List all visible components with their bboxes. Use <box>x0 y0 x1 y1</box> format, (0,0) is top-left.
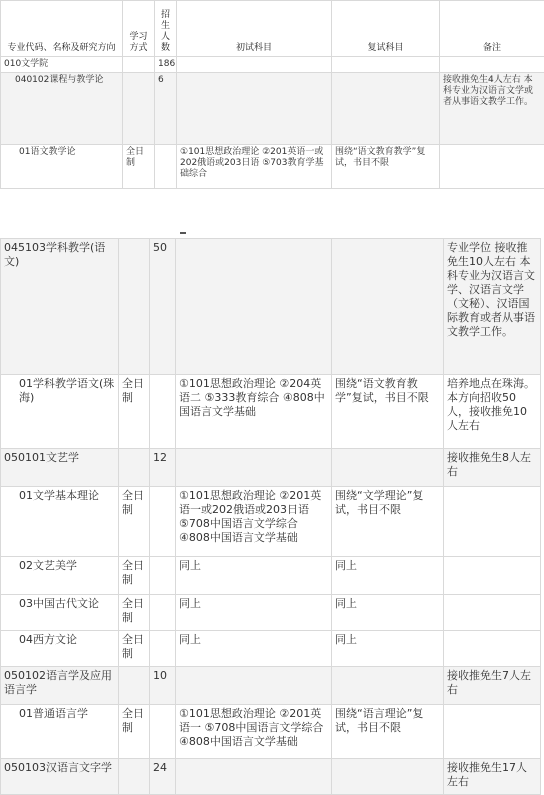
code-name-cell: 01文学基本理论 <box>1 487 119 557</box>
mode-cell <box>119 239 150 375</box>
initial-cell <box>176 449 332 487</box>
initial-cell <box>177 57 332 73</box>
quota-cell <box>150 595 176 631</box>
quota-cell: 186 <box>155 57 177 73</box>
table-row <box>1 57 544 73</box>
code-name-cell: 02文艺美学 <box>1 557 119 595</box>
retest-cell: 同上 <box>332 631 444 667</box>
retest-cell <box>332 759 444 795</box>
table-row <box>1 759 541 795</box>
note-cell: 培养地点在珠海。本方向招收50人，接收推免10人左右 <box>444 375 541 449</box>
mode-cell <box>119 667 150 705</box>
initial-cell: ①101思想政治理论 ②201英语一或202俄语或203日语 ⑤708中国语言文学综合 ④808中国语言文学基础 <box>176 487 332 557</box>
quota-cell: 50 <box>150 239 176 375</box>
note-cell: 接收推免生4人左右 本科专业为汉语言文学或者从事语文教学工作。 <box>440 73 544 145</box>
quota-cell <box>150 631 176 667</box>
code-name-cell: 04西方文论 <box>1 631 119 667</box>
retest-cell: 围绕“文学理论”复试，书目不限 <box>332 487 444 557</box>
note-cell <box>444 487 541 557</box>
note-cell: 接收推免生8人左右 <box>444 449 541 487</box>
initial-cell: ①101思想政治理论 ②201英语一 ⑤708中国语言文学综合 ④808中国语言文学基础 <box>176 705 332 759</box>
code-name-cell: 01普通语言学 <box>1 705 119 759</box>
header-retest: 复试科目 <box>332 1 440 57</box>
note-cell <box>444 557 541 595</box>
initial-cell <box>176 239 332 375</box>
table-row <box>1 557 541 595</box>
note-cell <box>444 595 541 631</box>
quota-cell <box>150 557 176 595</box>
quota-cell <box>150 375 176 449</box>
note-cell: 接收推免生7人左右 <box>444 667 541 705</box>
code-name-cell: 010文学院 <box>1 57 123 73</box>
table-row <box>1 239 541 375</box>
mode-cell: 全日制 <box>119 375 150 449</box>
header-initial: 初试科目 <box>177 1 332 57</box>
header-row <box>1 1 544 57</box>
header-note: 备注 <box>440 1 544 57</box>
code-name-cell: 045103学科教学(语文) <box>1 239 119 375</box>
retest-cell <box>332 667 444 705</box>
quota-cell <box>155 145 177 189</box>
initial-cell: 同上 <box>176 595 332 631</box>
initial-cell: 同上 <box>176 631 332 667</box>
initial-cell <box>176 667 332 705</box>
retest-cell: 同上 <box>332 557 444 595</box>
note-cell: 专业学位 接收推免生10人左右 本科专业为汉语言文学、汉语言文学（文秘）、汉语国际教育或者从事语文教学工作。 <box>444 239 541 375</box>
code-name-cell: 050102语言学及应用语言学 <box>1 667 119 705</box>
quota-cell: 12 <box>150 449 176 487</box>
header-code-name: 专业代码、名称及研究方向 <box>1 1 123 57</box>
header-mode: 学习方式 <box>123 1 155 57</box>
retest-cell <box>332 73 440 145</box>
note-cell: 接收推免生17人左右 <box>444 759 541 795</box>
initial-cell: ①101思想政治理论 ②204英语二 ⑤333教育综合 ④808中国语言文学基础 <box>176 375 332 449</box>
note-cell <box>444 631 541 667</box>
code-name-cell: 01语文教学论 <box>1 145 123 189</box>
table-row <box>1 375 541 449</box>
initial-cell: ①101思想政治理论 ②201英语一或202俄语或203日语 ⑤703教育学基础综合 <box>177 145 332 189</box>
initial-cell <box>176 759 332 795</box>
mode-cell: 全日制 <box>119 631 150 667</box>
retest-cell: 围绕“语言理论”复试，书目不限 <box>332 705 444 759</box>
mode-cell: 全日制 <box>119 557 150 595</box>
table-row <box>1 631 541 667</box>
quota-cell: 10 <box>150 667 176 705</box>
code-name-cell: 01学科教学语文(珠海) <box>1 375 119 449</box>
note-cell <box>444 705 541 759</box>
mode-cell <box>123 57 155 73</box>
table-row <box>1 705 541 759</box>
header-quota: 招生人数 <box>155 1 177 57</box>
dash-mark <box>180 232 186 234</box>
initial-cell: 同上 <box>176 557 332 595</box>
mode-cell: 全日制 <box>123 145 155 189</box>
table-row <box>1 595 541 631</box>
code-name-cell: 050101文艺学 <box>1 449 119 487</box>
table-row <box>1 73 544 145</box>
mode-cell: 全日制 <box>119 705 150 759</box>
retest-cell <box>332 239 444 375</box>
retest-cell: 围绕“语文教育教学”复试，书目不限 <box>332 375 444 449</box>
mode-cell <box>123 73 155 145</box>
retest-cell: 围绕“语文教育教学”复试，书目不限 <box>332 145 440 189</box>
retest-cell <box>332 57 440 73</box>
mode-cell: 全日制 <box>119 595 150 631</box>
mode-cell <box>119 449 150 487</box>
note-cell <box>440 145 544 189</box>
table-row <box>1 145 544 189</box>
page-gap <box>0 190 544 238</box>
retest-cell <box>332 449 444 487</box>
quota-cell: 6 <box>155 73 177 145</box>
code-name-cell: 050103汉语言文字学 <box>1 759 119 795</box>
catalog-table-bottom <box>0 238 541 795</box>
note-cell <box>440 57 544 73</box>
code-name-cell: 040102课程与教学论 <box>1 73 123 145</box>
table-row <box>1 449 541 487</box>
quota-cell: 24 <box>150 759 176 795</box>
table-row <box>1 667 541 705</box>
mode-cell: 全日制 <box>119 487 150 557</box>
quota-cell <box>150 487 176 557</box>
retest-cell: 同上 <box>332 595 444 631</box>
mode-cell <box>119 759 150 795</box>
initial-cell <box>177 73 332 145</box>
quota-cell <box>150 705 176 759</box>
code-name-cell: 03中国古代文论 <box>1 595 119 631</box>
catalog-table-top <box>0 0 544 189</box>
table-row <box>1 487 541 557</box>
